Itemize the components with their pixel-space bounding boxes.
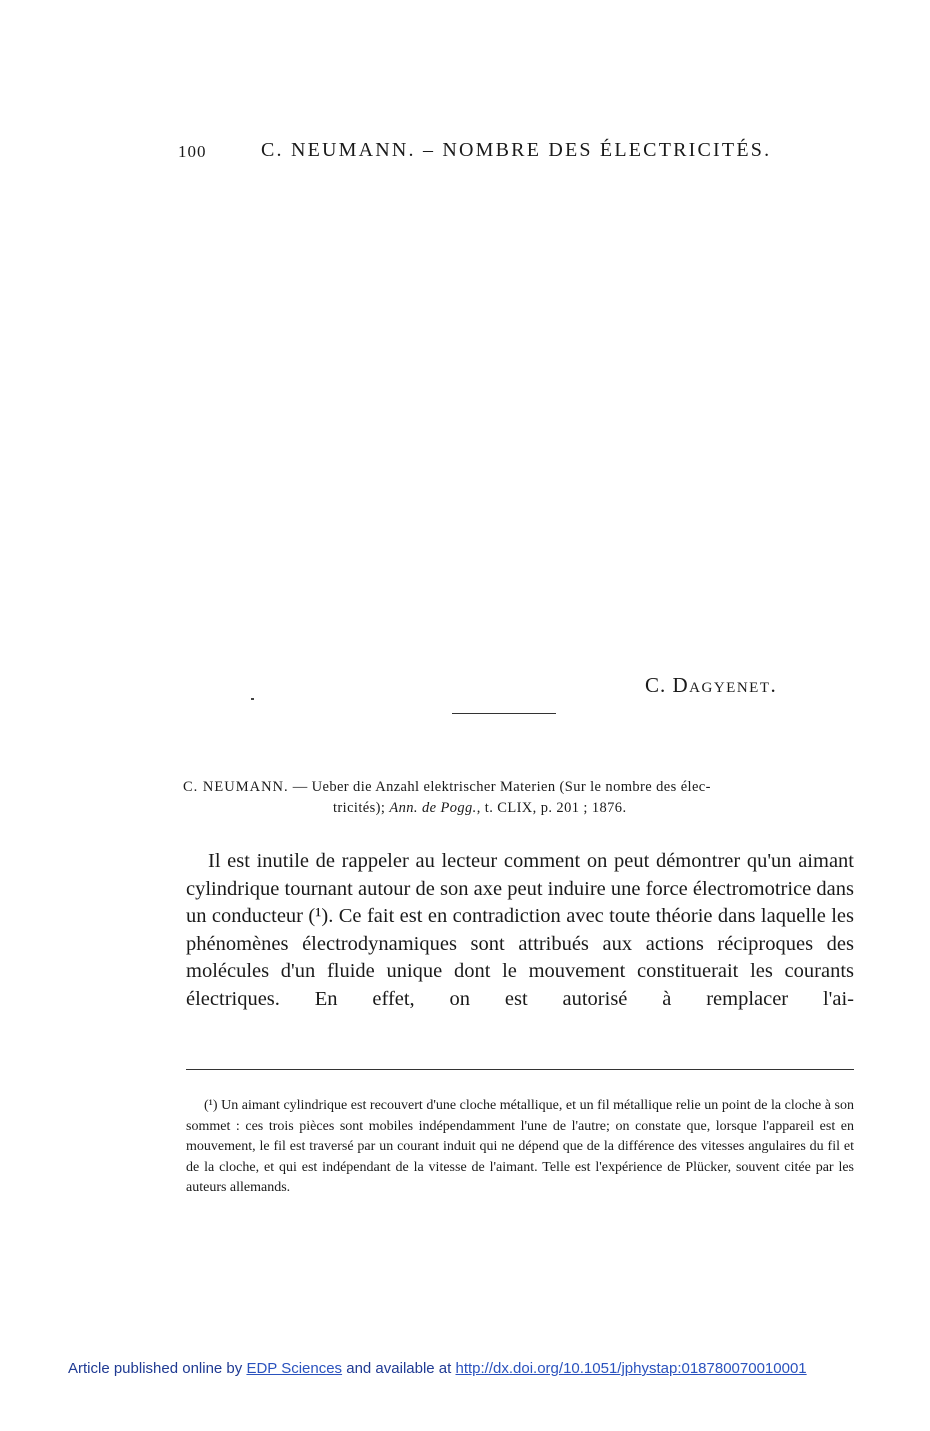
signature-name: Dagυenet. xyxy=(672,673,778,697)
banner-prefix: Article published online by xyxy=(68,1360,243,1377)
page-number: 100 xyxy=(178,142,207,161)
signature xyxy=(645,673,777,698)
signature-initial: C. xyxy=(645,673,667,697)
running-title: C. NEUMANN. – NOMBRE DES ÉLECTRICITÉS. xyxy=(261,139,772,161)
footnote-text: (¹) Un aimant cylindrique est recouvert d'une cloche métallique, et un fil métallique relie un point de la cloche à son sommet : ces trois pièces sont mobiles indépendamment l'une de l'autre; on constate que, lorsque l'appareil est en mouvement, le fil est traversé par un courant induit qui ne dépend que de la différence des vitesses angulaires du fil et de la cloche, et qui est indépendant de la vitesse de l'aimant. Telle est l'expérience de Plücker, souvent citée par les auteurs allemands. xyxy=(186,1098,854,1196)
reference-title-german: — Ueber die Anzahl elektrischer Materien xyxy=(292,779,556,795)
publication-banner xyxy=(68,1360,807,1377)
reference-details: , t. CLIX, p. 201 ; 1876. xyxy=(476,800,627,816)
body-paragraph: Il est inutile de rappeler au lecteur comment on peut démontrer qu'un aimant cylindrique tournant autour de son axe peut induire une force électromotrice dans un conducteur (¹). Ce fait est en contradiction avec toute théorie dans laquelle les phénomènes électrodynamiques sont attribués aux actions réciproques des molécules d'un fluide unique dont le mouvement constituerait les courants électriques. En effet, on est autorisé à remplacer l'ai- xyxy=(186,850,854,1010)
banner-middle: and available at xyxy=(346,1360,452,1377)
reference-author: C. NEUMANN. xyxy=(183,779,289,795)
publisher-link[interactable]: EDP Sciences xyxy=(246,1360,343,1377)
article-separator xyxy=(452,713,556,714)
doi-link[interactable]: http://dx.doi.org/10.1051/jphystap:018780070010001 xyxy=(455,1360,807,1377)
footnote xyxy=(186,1096,854,1199)
bibliographic-reference xyxy=(183,777,853,819)
footnote-rule xyxy=(186,1069,854,1070)
reference-title-french-cont: tricités); xyxy=(333,800,386,816)
print-speck xyxy=(251,698,254,700)
reference-title-french: (Sur le nombre des élec- xyxy=(559,779,711,795)
body-text xyxy=(186,848,854,1014)
reference-journal: Ann. de Pogg. xyxy=(389,800,477,816)
